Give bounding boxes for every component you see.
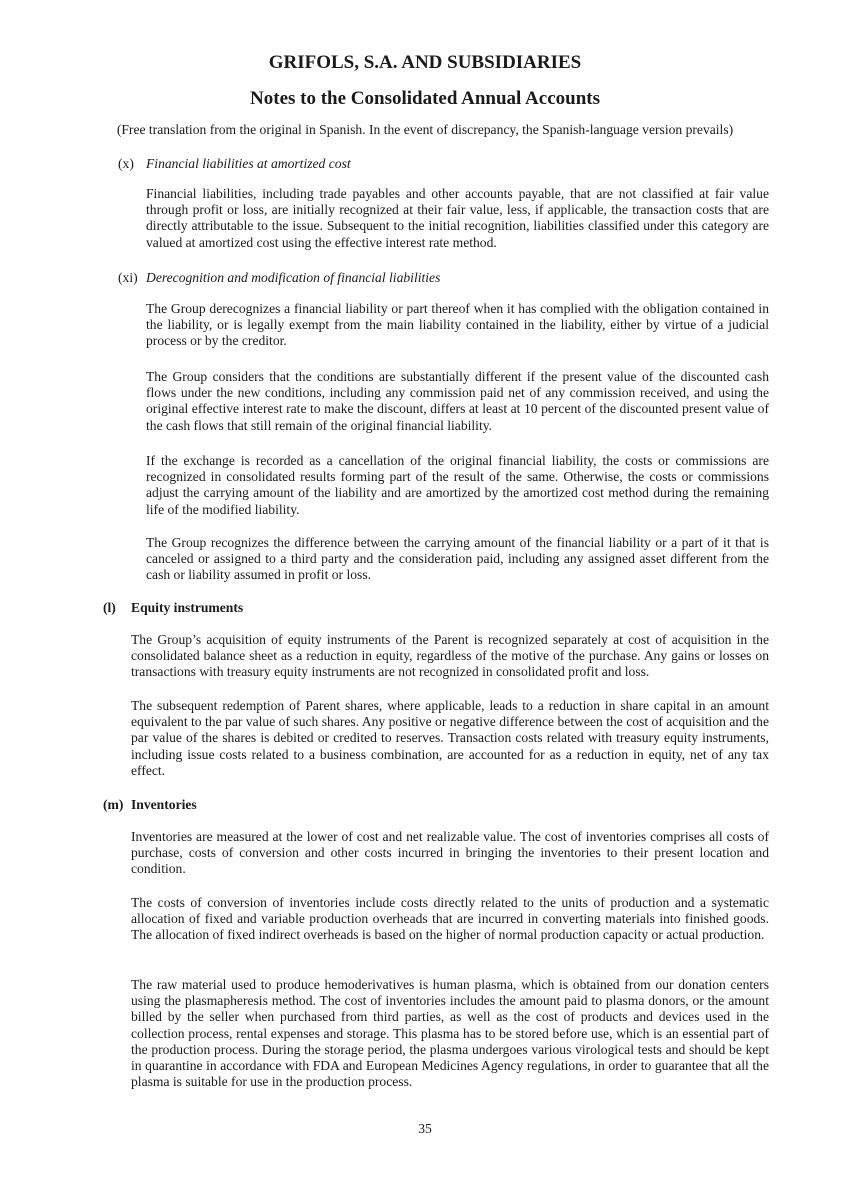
section-title: Equity instruments <box>131 600 244 615</box>
section-heading-m <box>103 797 197 813</box>
paragraph: Inventories are measured at the lower of cost and net realizable value. The cost of inventories comprises all costs of purchase, costs of conversion and other costs incurred in bringing the inventories to their present location and condition. <box>131 829 769 877</box>
subsection-number: (xi) <box>118 270 138 285</box>
paragraph: Financial liabilities, including trade payables and other accounts payable, that are not classified at fair value through profit or loss, are initially recognized at their fair value, less, if applicable, the transaction costs that are directly attributable to the issue. Subsequent to the initial recognition, liabilities classified under this category are valued at amortized cost using the effective interest rate method. <box>146 186 769 250</box>
section-number: (l) <box>103 600 116 615</box>
section-number: (m) <box>103 797 124 812</box>
paragraph: The Group considers that the conditions are substantially different if the present value of the discounted cash flows under the new conditions, including any commission paid net of any commission received, and using the original effective interest rate to make the discount, differs at least at 10 percent of the discounted present value of the cash flows that still remain of the original financial liability. <box>146 369 769 433</box>
paragraph: If the exchange is recorded as a cancellation of the original financial liability, the costs or commissions are recognized in consolidated results forming part of the result of the same. Otherwise, the costs or commissions adjust the carrying amount of the liability and are amortized by the amortized cost method during the remaining life of the modified liability. <box>146 453 769 517</box>
subsection-number: (x) <box>118 156 134 171</box>
page-number: 35 <box>418 1121 432 1136</box>
paragraph: The Group derecognizes a financial liability or part thereof when it has complied with the obligation contained in the liability, or is legally exempt from the main liability contained in the liability, either by virtue of a judicial process or by the creditor. <box>146 301 769 349</box>
paragraph: The Group recognizes the difference between the carrying amount of the financial liability or a part of it that is canceled or assigned to a third party and the consideration paid, including any assigned asset different from the cash or liability assumed in profit or loss. <box>146 535 769 583</box>
subsection-title: Derecognition and modification of financial liabilities <box>146 270 441 285</box>
paragraph: The subsequent redemption of Parent shares, where applicable, leads to a reduction in share capital in an amount equivalent to the par value of such shares. Any positive or negative difference between the cost of acquisition and the par value of the shares is debited or credited to reserves. Transaction costs related with treasury equity instruments, including issue costs related to a business combination, are accounted for as a reduction in equity, net of any tax effect. <box>131 698 769 778</box>
paragraph: The costs of conversion of inventories include costs directly related to the units of production and a systematic allocation of fixed and variable production overheads that are incurred in converting materials into finished goods. The allocation of fixed indirect overheads is based on the higher of normal production capacity or actual production. <box>131 895 769 943</box>
document-title: Notes to the Consolidated Annual Accounts <box>250 88 600 109</box>
translation-note: (Free translation from the original in Spanish. In the event of discrepancy, the Spanish-language version prevails) <box>116 122 734 137</box>
subsection-heading-x <box>118 156 351 172</box>
paragraph: The Group’s acquisition of equity instruments of the Parent is recognized separately at cost of acquisition in the consolidated balance sheet as a reduction in equity, regardless of the motive of the purchase. Any gains or losses on transactions with treasury equity instruments are not recognized in consolidated profit and loss. <box>131 632 769 680</box>
company-name: GRIFOLS, S.A. AND SUBSIDIARIES <box>268 52 582 73</box>
section-title: Inventories <box>131 797 197 812</box>
section-heading-l <box>103 600 243 616</box>
paragraph: The raw material used to produce hemoderivatives is human plasma, which is obtained from our donation centers using the plasmapheresis method. The cost of inventories includes the amount paid to plasma donors, or the amount billed by the seller when purchased from third parties, as well as the cost of products and devices used in the collection process, rental expenses and storage. This plasma has to be stored before use, which is an essential part of the production process. During the storage period, the plasma undergoes various virological tests and should be kept in quarantine in accordance with FDA and European Medicines Agency regulations, in order to guarantee that all the plasma is suitable for use in the production process. <box>131 977 769 1090</box>
subsection-heading-xi <box>118 270 440 286</box>
subsection-title: Financial liabilities at amortized cost <box>146 156 351 171</box>
